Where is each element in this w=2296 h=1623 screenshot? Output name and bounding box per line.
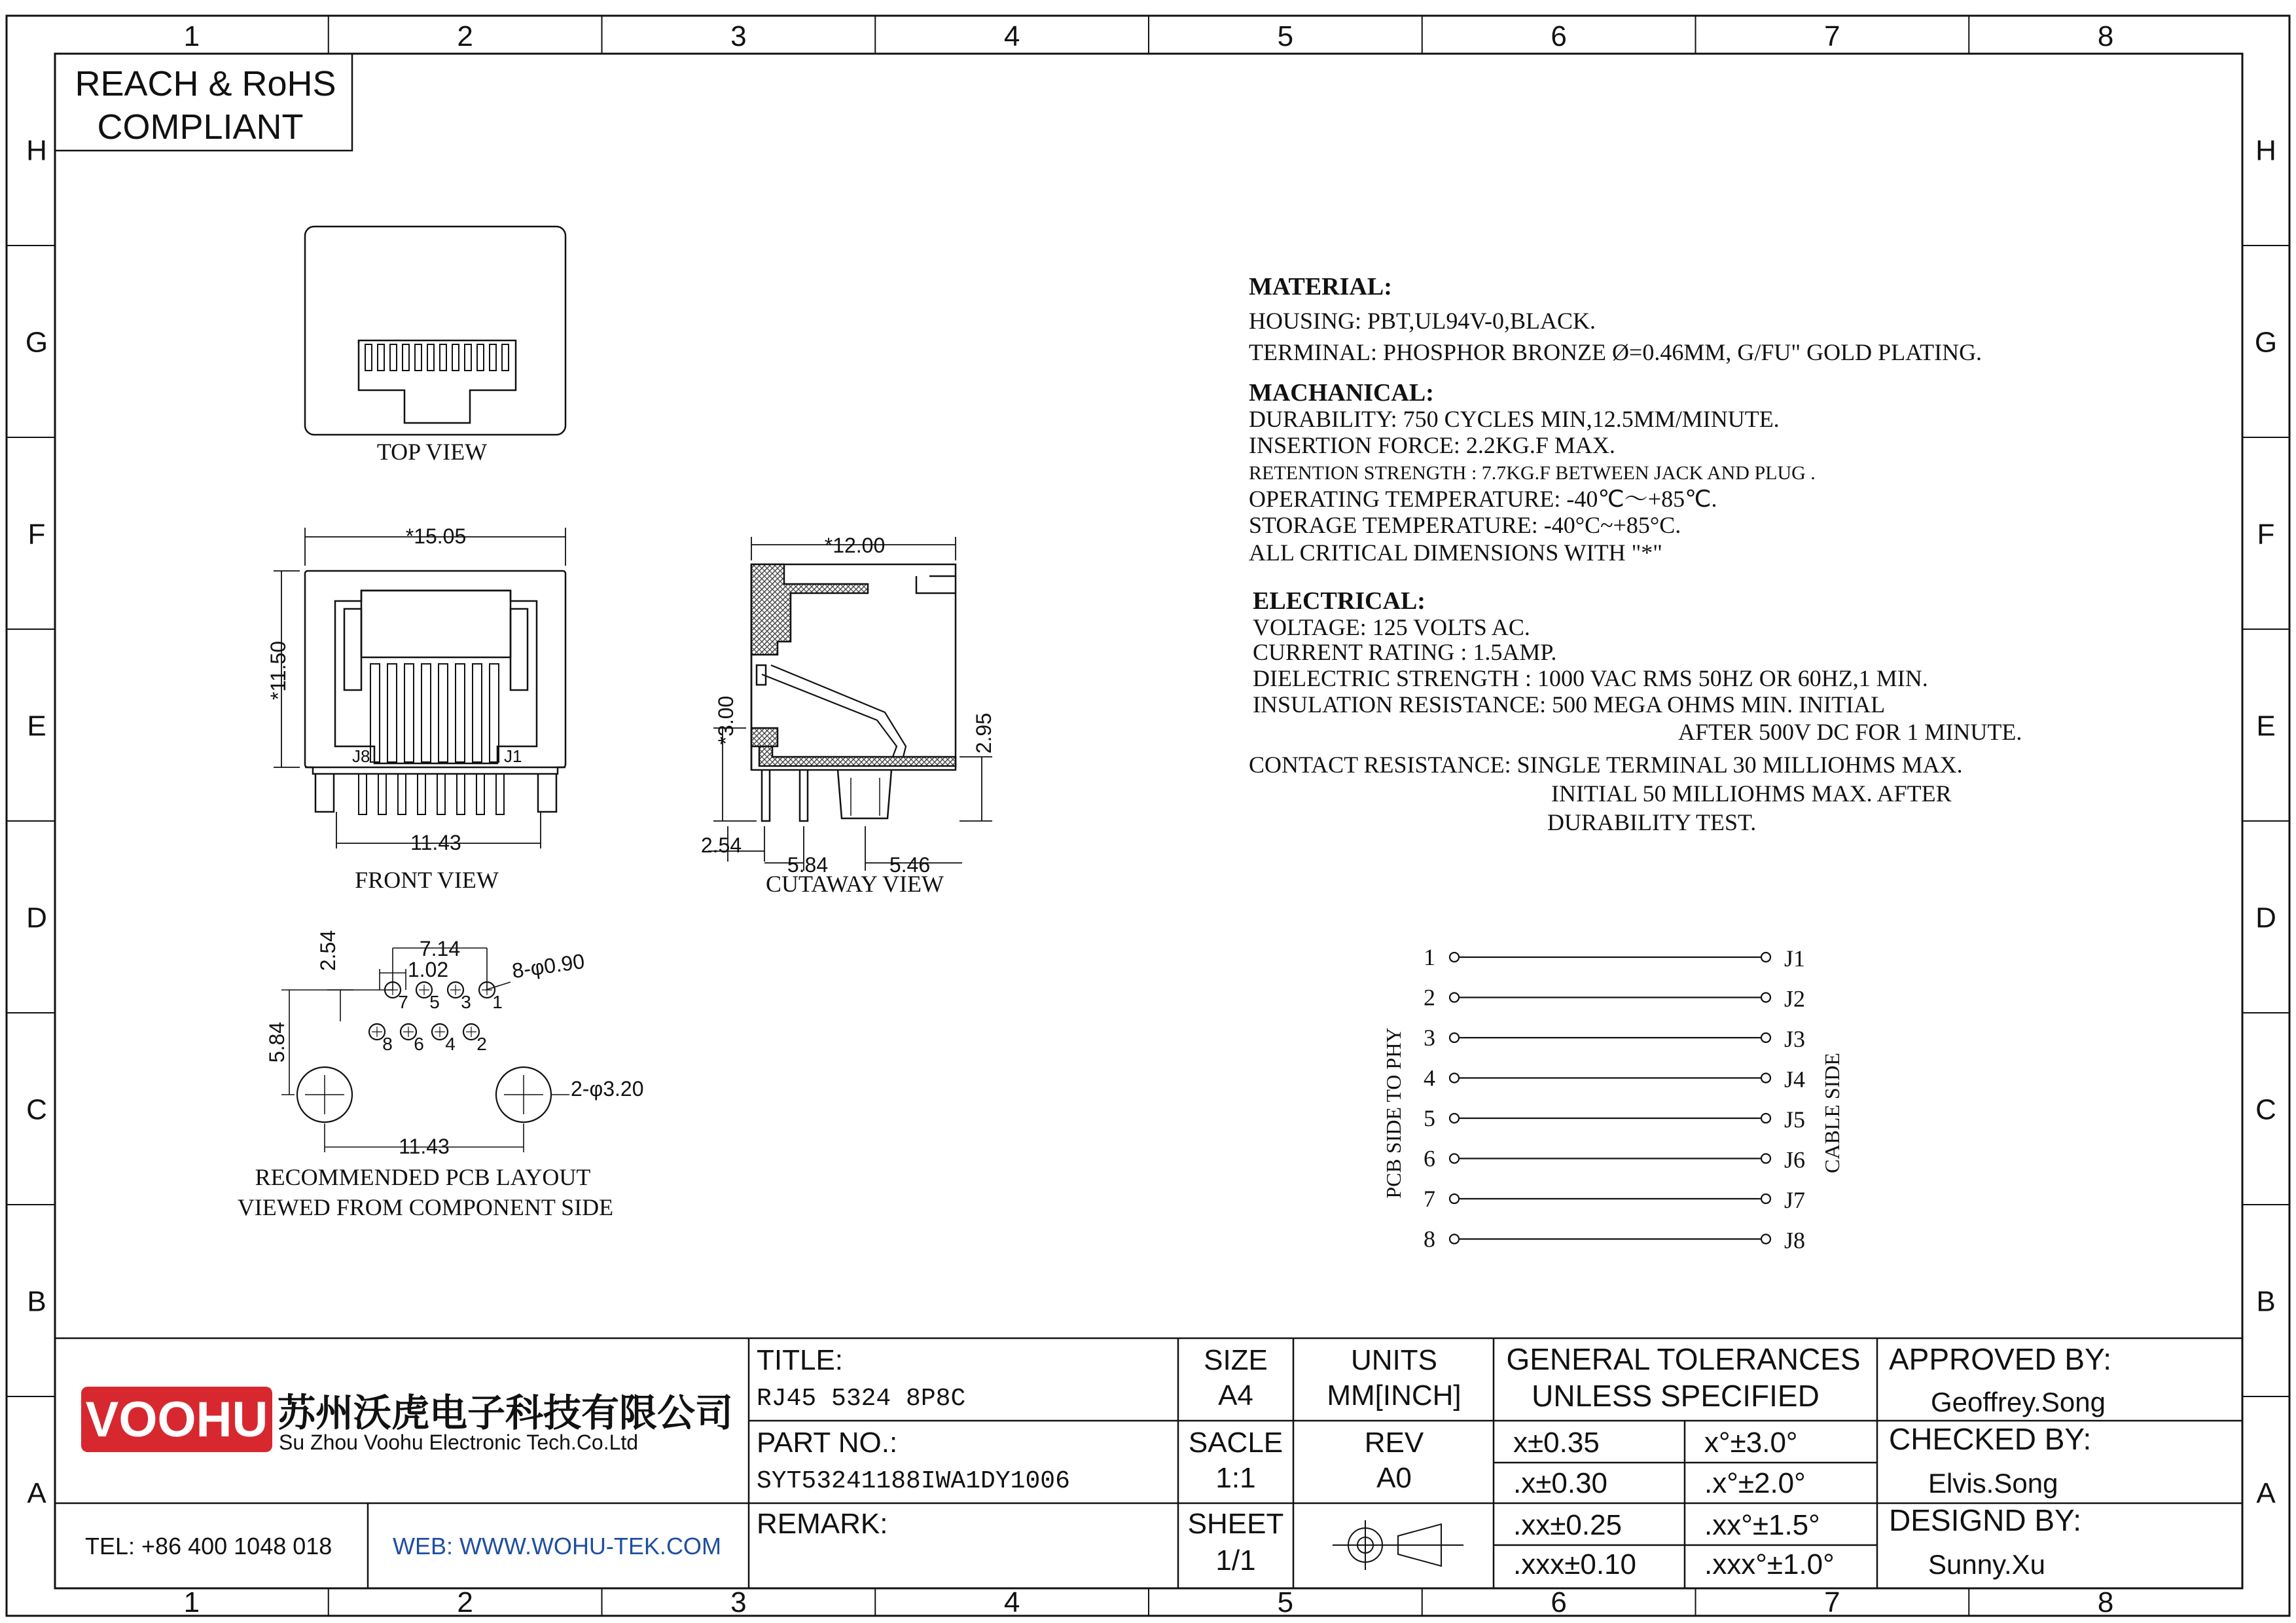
contact-blade xyxy=(456,664,465,762)
projection-symbol xyxy=(1333,1520,1463,1570)
rev-label: REV xyxy=(1364,1427,1424,1459)
row-marker: F xyxy=(27,518,46,551)
mechanical-line: INSERTION FORCE: 2.2KG.F MAX. xyxy=(1249,432,1615,458)
schematic-lines xyxy=(1424,944,1805,1254)
row-marker: D xyxy=(2255,902,2276,934)
company-name-en: Su Zhou Voohu Electronic Tech.Co.Ltd xyxy=(279,1431,639,1454)
dim-cutaway-a: *3.00 xyxy=(714,695,738,745)
contact-fin xyxy=(378,344,384,371)
schematic-terminal xyxy=(1450,1074,1459,1083)
front-pin-left: J8 xyxy=(352,746,370,766)
schematic-jack-label: J4 xyxy=(1784,1066,1806,1093)
schematic-jack-label: J7 xyxy=(1784,1187,1806,1213)
column-marker: 7 xyxy=(1824,1586,1840,1618)
dim-cutaway-b: 2.95 xyxy=(972,712,996,754)
schematic-terminal xyxy=(1450,993,1459,1002)
size-label: SIZE xyxy=(1204,1344,1268,1376)
contact-blade xyxy=(439,664,448,762)
hole-centerline xyxy=(419,985,429,995)
designed-label: DESIGND BY: xyxy=(1889,1503,2081,1537)
contact-fin xyxy=(452,344,459,371)
tolerance-heading2: UNLESS SPECIFIED xyxy=(1532,1379,1820,1413)
schematic-jack-label: J3 xyxy=(1784,1026,1806,1052)
contact-fin xyxy=(365,344,372,371)
schematic-pin-number: 5 xyxy=(1424,1105,1435,1131)
column-markers-bottom xyxy=(184,1586,2114,1618)
schematic-jack-label: J8 xyxy=(1784,1227,1806,1254)
mechanical-line: DURABILITY: 750 CYCLES MIN,12.5MM/MINUTE. xyxy=(1249,406,1780,432)
title-value: RJ45 5324 8P8C xyxy=(757,1385,966,1413)
pcb-pin-number: 4 xyxy=(445,1034,456,1054)
solder-pin xyxy=(398,774,406,814)
column-marker: 5 xyxy=(1277,1586,1294,1618)
pcb-layout-label1: RECOMMENDED PCB LAYOUT xyxy=(255,1164,591,1190)
row-marker: G xyxy=(2254,326,2278,359)
mechanical-line: OPERATING TEMPERATURE: -40℃～+85℃. xyxy=(1249,486,1717,512)
row-markers-left xyxy=(7,135,55,1510)
contact-fin xyxy=(490,344,496,371)
column-marker: 3 xyxy=(730,1586,747,1618)
sheet-label: SHEET xyxy=(1187,1508,1284,1540)
sheet-value: 1/1 xyxy=(1215,1544,1256,1577)
dim-pcb-offset: 5.84 xyxy=(265,1021,289,1063)
schematic-terminal xyxy=(1450,1235,1459,1244)
solder-pin xyxy=(496,774,504,814)
row-marker: C xyxy=(2255,1093,2276,1126)
checked-value: Elvis.Song xyxy=(1928,1468,2058,1499)
units-value: MM[INCH] xyxy=(1327,1379,1462,1412)
schematic-jack-label: J1 xyxy=(1784,945,1806,972)
column-marker: 5 xyxy=(1277,20,1294,52)
column-marker: 3 xyxy=(730,20,747,52)
row-marker: C xyxy=(26,1093,47,1126)
solder-pin xyxy=(457,774,465,814)
schematic-pin-number: 3 xyxy=(1424,1025,1435,1051)
company-name-cn: 苏州沃虎电子科技有限公司 xyxy=(278,1392,734,1434)
title-label: TITLE: xyxy=(757,1344,844,1376)
column-marker: 6 xyxy=(1551,1586,1567,1618)
tolerance-angular: .xx°±1.5° xyxy=(1704,1509,1820,1541)
designed-value: Sunny.Xu xyxy=(1928,1549,2046,1580)
contact-blade xyxy=(404,664,414,762)
schematic-terminal xyxy=(1761,1033,1770,1042)
remark-label: REMARK: xyxy=(757,1508,888,1540)
hole-centerline xyxy=(403,1027,414,1037)
company-logo xyxy=(81,1387,272,1452)
row-marker: G xyxy=(25,326,48,359)
tolerance-linear: x±0.35 xyxy=(1513,1427,1600,1459)
schematic-terminal xyxy=(1761,1194,1770,1203)
pcb-pin-number: 6 xyxy=(414,1034,424,1054)
column-marker: 6 xyxy=(1551,20,1567,52)
column-marker: 1 xyxy=(183,20,200,52)
row-marker: E xyxy=(27,710,46,742)
dim-front-pins: 11.43 xyxy=(410,831,461,854)
solder-pin xyxy=(418,774,425,814)
electrical-line: INSULATION RESISTANCE: 500 MEGA OHMS MIN. INITIAL xyxy=(1253,691,1886,718)
schematic-jack-label: J6 xyxy=(1784,1146,1806,1173)
mechanical-heading: MACHANICAL: xyxy=(1249,379,1434,407)
contact-fin xyxy=(465,344,471,371)
pcb-pin-number: 3 xyxy=(461,992,471,1012)
pcb-layout-label2: VIEWED FROM COMPONENT SIDE xyxy=(237,1194,614,1220)
schematic-terminal xyxy=(1450,1114,1459,1123)
electrical-line: VOLTAGE: 125 VOLTS AC. xyxy=(1253,614,1530,640)
row-marker: A xyxy=(2256,1477,2276,1510)
row-markers-right xyxy=(2242,135,2289,1510)
schematic-terminal xyxy=(1450,1033,1459,1042)
hole-centerline xyxy=(466,1027,476,1037)
solder-pin xyxy=(437,774,445,814)
schematic-jack-label: J5 xyxy=(1784,1106,1806,1133)
front-view-label: FRONT VIEW xyxy=(355,867,499,893)
material-line: TERMINAL: PHOSPHOR BRONZE Ø=0.46MM, G/FU" GOLD PLATING. xyxy=(1249,339,1982,365)
pcb-holes xyxy=(369,982,503,1054)
schematic-pin-number: 8 xyxy=(1424,1226,1435,1252)
mechanical-line: ALL CRITICAL DIMENSIONS WITH "*" xyxy=(1249,539,1663,566)
pcb-post-right xyxy=(496,1067,551,1122)
schematic-terminal xyxy=(1761,1235,1770,1244)
schematic-left-label: PCB SIDE TO PHY xyxy=(1382,1027,1405,1199)
row-marker: B xyxy=(2256,1285,2276,1318)
checked-label: CHECKED BY: xyxy=(1889,1422,2092,1456)
row-marker: H xyxy=(2255,134,2276,167)
tolerance-angular: .xxx°±1.0° xyxy=(1704,1548,1835,1580)
contact-fin xyxy=(427,344,434,371)
dim-front-width: *15.05 xyxy=(405,524,467,548)
electrical-line: AFTER 500V DC FOR 1 MINUTE. xyxy=(1678,719,2022,745)
approved-label: APPROVED BY: xyxy=(1889,1342,2112,1376)
pcb-pin-number: 2 xyxy=(476,1034,487,1054)
schematic-terminal xyxy=(1450,1194,1459,1203)
part-value: SYT53241188IWA1DY1006 xyxy=(757,1467,1070,1495)
electrical-line: DURABILITY TEST. xyxy=(1547,809,1757,835)
part-label: PART NO.: xyxy=(757,1427,898,1459)
mechanical-line: RETENTION STRENGTH : 7.7KG.F BETWEEN JACK AND PLUG . xyxy=(1249,462,1816,484)
material-heading: MATERIAL: xyxy=(1249,273,1392,301)
electrical-line: DIELECTRIC STRENGTH : 1000 VAC RMS 50HZ OR 60HZ,1 MIN. xyxy=(1253,665,1928,691)
contact-blade xyxy=(422,664,431,762)
pcb-pin-number: 8 xyxy=(382,1034,393,1054)
compliance-line2: COMPLIANT xyxy=(97,107,304,147)
website: WEB: WWW.WOHU-TEK.COM xyxy=(393,1533,721,1559)
front-view-contacts xyxy=(370,664,499,762)
row-marker: F xyxy=(2257,518,2275,551)
logo-text: VOOHU xyxy=(85,1392,268,1448)
telephone: TEL: +86 400 1048 018 xyxy=(85,1533,332,1559)
compliance-box xyxy=(55,54,352,151)
solder-pin xyxy=(378,774,386,814)
row-marker: B xyxy=(27,1285,46,1318)
schematic-terminal xyxy=(1761,1074,1770,1083)
schematic-terminal xyxy=(1761,1154,1770,1163)
contact-blade xyxy=(387,664,397,762)
schematic-terminal xyxy=(1450,1154,1459,1163)
material-line: HOUSING: PBT,UL94V-0,BLACK. xyxy=(1249,308,1596,334)
top-view-contacts xyxy=(365,344,509,371)
contact-fin xyxy=(440,344,446,371)
front-view xyxy=(266,524,565,893)
column-marker: 2 xyxy=(457,1586,473,1618)
dim-cutaway-c: 2.54 xyxy=(700,833,742,857)
pcb-hole-note: 8-φ0.90 xyxy=(510,949,586,983)
schematic-pin-number: 6 xyxy=(1424,1145,1435,1172)
electrical-heading: ELECTRICAL: xyxy=(1253,587,1426,615)
row-marker: D xyxy=(26,902,47,934)
contact-blade xyxy=(473,664,482,762)
solder-pin xyxy=(359,774,367,814)
pcb-post-left xyxy=(297,1067,352,1122)
units-label: UNITS xyxy=(1351,1344,1437,1376)
tolerance-angular: .x°±2.0° xyxy=(1704,1467,1806,1499)
electrical-line: CONTACT RESISTANCE: SINGLE TERMINAL 30 MILLIOHMS MAX. xyxy=(1249,752,1963,778)
column-marker: 4 xyxy=(1003,1586,1020,1618)
pcb-pin-number: 5 xyxy=(429,992,440,1012)
electrical-line: INITIAL 50 MILLIOHMS MAX. AFTER xyxy=(1551,780,1952,807)
cutaway-view-label: CUTAWAY VIEW xyxy=(766,871,944,897)
schematic-jack-label: J2 xyxy=(1784,985,1806,1012)
schematic-pin-number: 7 xyxy=(1424,1186,1435,1212)
tolerance-heading1: GENERAL TOLERANCES xyxy=(1506,1342,1861,1376)
dim-pcb-pitch: 1.02 xyxy=(407,958,449,981)
column-marker: 8 xyxy=(2097,1586,2114,1618)
schematic-pin-number: 4 xyxy=(1424,1065,1435,1091)
size-value: A4 xyxy=(1218,1379,1253,1412)
scale-value: 1:1 xyxy=(1215,1462,1256,1494)
contact-fin xyxy=(390,344,397,371)
dim-cutaway-depth: *12.00 xyxy=(824,534,886,557)
dim-cutaway-d: 5.84 xyxy=(787,853,829,877)
pcb-layout xyxy=(238,930,644,1220)
solder-pin xyxy=(476,774,484,814)
schematic-terminal xyxy=(1450,953,1459,962)
contact-fin xyxy=(477,344,484,371)
mechanical-line: STORAGE TEMPERATURE: -40°C~+85°C. xyxy=(1249,512,1681,538)
top-view-label: TOP VIEW xyxy=(376,439,488,465)
dim-pcb-holes: 11.43 xyxy=(399,1135,450,1158)
row-marker: H xyxy=(26,134,47,167)
tolerance-linear: .xx±0.25 xyxy=(1513,1509,1623,1541)
column-markers-top xyxy=(184,16,2114,54)
approved-value: Geoffrey.Song xyxy=(1931,1387,2106,1417)
specifications xyxy=(1249,273,2022,835)
pcb-pin-number: 1 xyxy=(492,992,503,1012)
dim-pcb-row: 2.54 xyxy=(316,930,340,972)
column-marker: 7 xyxy=(1824,20,1840,52)
dim-pcb-pitch-total: 7.14 xyxy=(419,937,461,960)
pcb-pin-number: 7 xyxy=(398,992,408,1012)
front-pin-right: J1 xyxy=(504,746,522,766)
top-view xyxy=(305,227,565,465)
contact-fin xyxy=(403,344,409,371)
dim-front-height: *11.50 xyxy=(266,640,290,701)
column-marker: 8 xyxy=(2097,20,2114,52)
column-marker: 4 xyxy=(1003,20,1020,52)
front-view-pins xyxy=(359,774,504,814)
schematic-terminal xyxy=(1761,953,1770,962)
pcb-post-note: 2-φ3.20 xyxy=(571,1077,644,1101)
hole-centerline xyxy=(435,1027,445,1037)
schematic-pin-number: 2 xyxy=(1424,984,1435,1011)
compliance-line1: REACH & RoHS xyxy=(75,64,336,103)
rev-value: A0 xyxy=(1376,1462,1412,1494)
tolerance-angular: x°±3.0° xyxy=(1704,1427,1798,1459)
scale-label: SACLE xyxy=(1188,1427,1283,1459)
cutaway-view xyxy=(701,534,996,897)
electrical-line: CURRENT RATING : 1.5AMP. xyxy=(1253,639,1557,665)
row-marker: A xyxy=(27,1477,46,1510)
contact-fin xyxy=(502,344,509,371)
contact-fin xyxy=(415,344,422,371)
dim-cutaway-e: 5.46 xyxy=(889,853,931,877)
schematic-terminal xyxy=(1761,993,1770,1002)
tolerance-linear: .x±0.30 xyxy=(1513,1467,1608,1499)
pin-schematic xyxy=(1382,944,1844,1254)
row-marker: E xyxy=(2256,710,2276,742)
schematic-pin-number: 1 xyxy=(1424,944,1435,970)
hole-centerline xyxy=(372,1027,382,1037)
column-marker: 2 xyxy=(457,20,473,52)
hole-centerline xyxy=(450,985,461,995)
schematic-right-label: CABLE SIDE xyxy=(1820,1053,1844,1173)
column-marker: 1 xyxy=(183,1586,200,1618)
schematic-terminal xyxy=(1761,1114,1770,1123)
tolerance-linear: .xxx±0.10 xyxy=(1513,1548,1637,1580)
